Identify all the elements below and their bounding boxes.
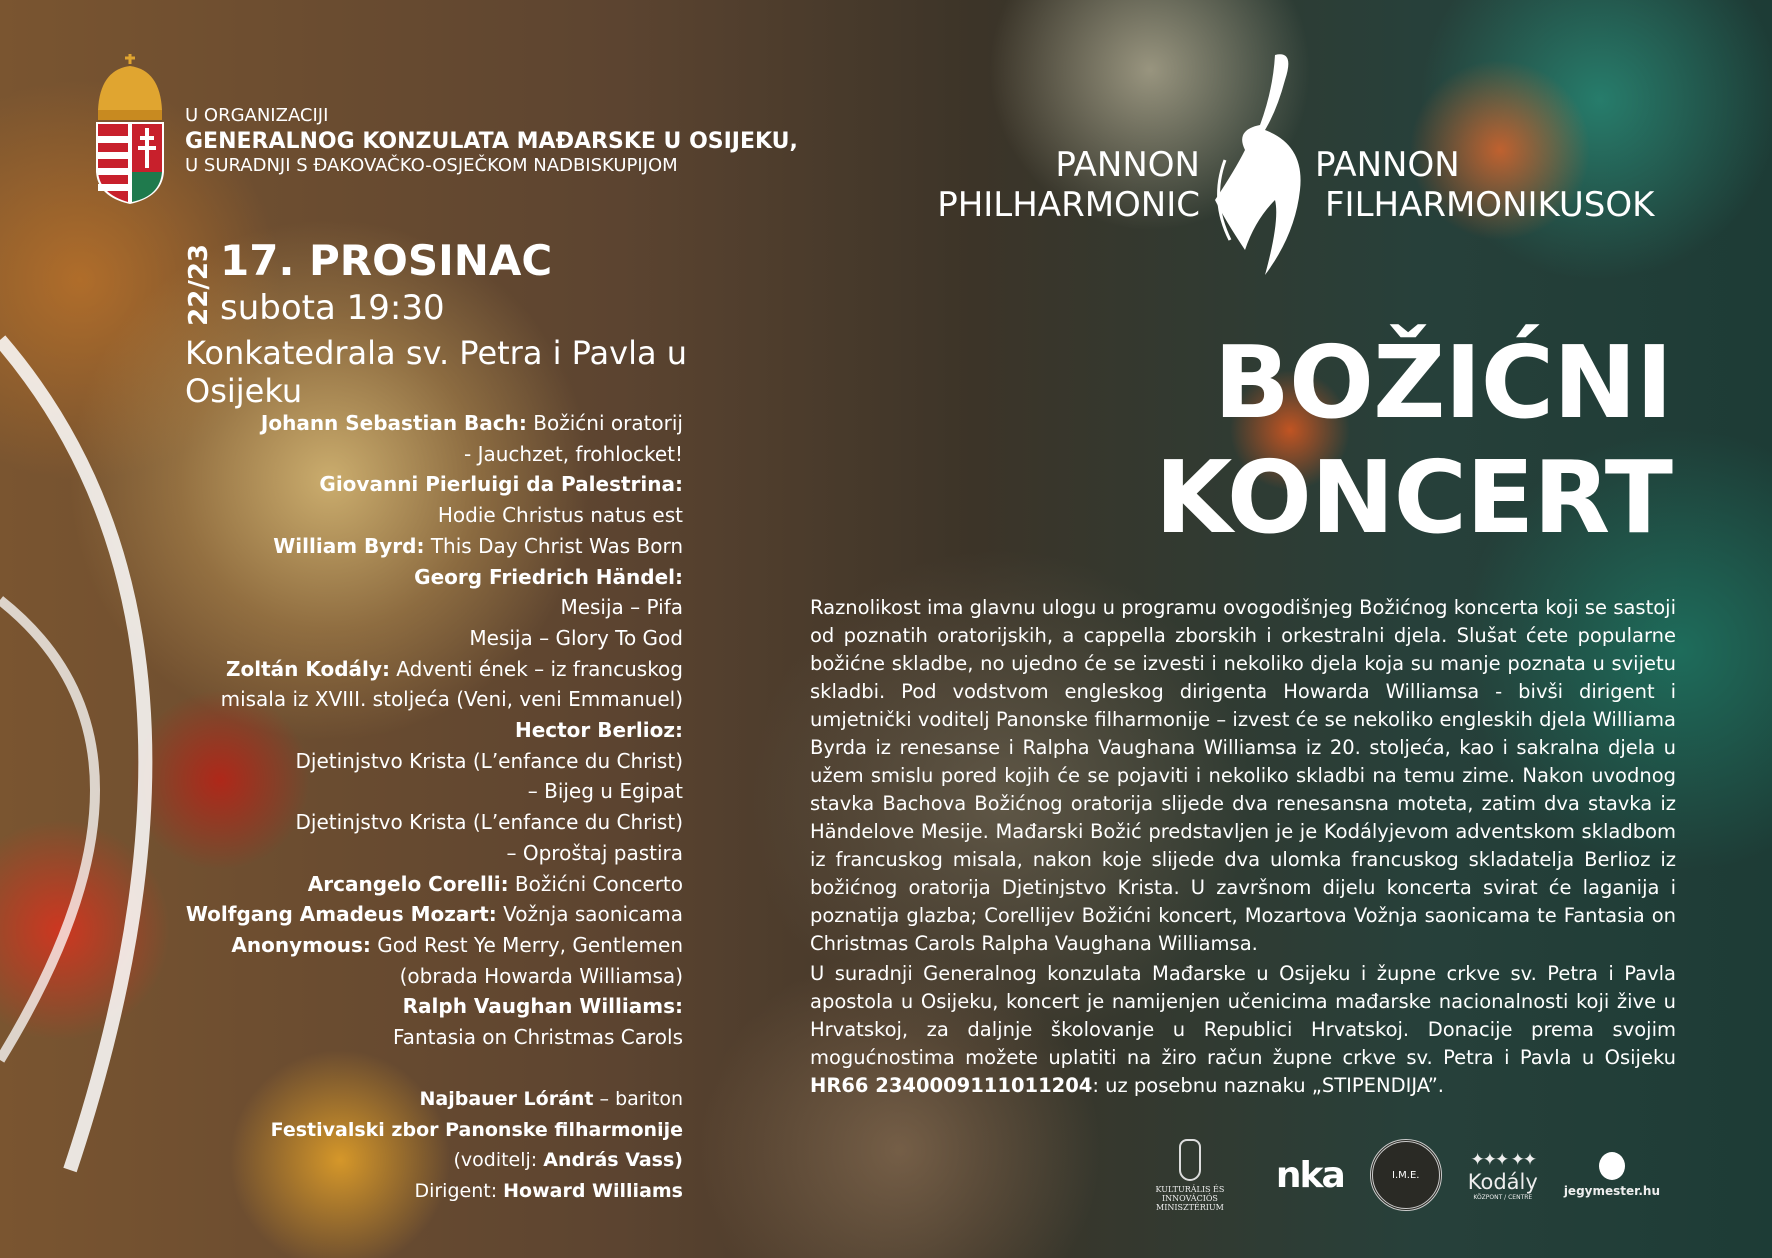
composer: Georg Friedrich Händel: [414,564,683,589]
logo-hu-line2: FILHARMONIKUSOK [1325,185,1655,225]
performer-text: Festivalski zbor Panonske filharmonije [270,1118,683,1141]
coat-of-arms-icon [1179,1139,1201,1181]
jegymester-name: jegymester.hu [1563,1184,1660,1198]
ministry-name2: MINISZTÉRIUM [1156,1202,1224,1212]
program-item [123,746,683,777]
program-item [123,531,683,562]
title-line2: KONCERT [1154,439,1672,556]
logo-en-line2: PHILHARMONIC [937,185,1200,225]
program-item [123,838,683,869]
performer-text: Howard Williams [503,1179,683,1202]
performer [123,1176,683,1207]
work: (obrada Howarda Williamsa) [399,963,683,988]
program-item [123,562,683,593]
work: misala iz XVIII. stoljeća (Veni, veni Emmanuel) [220,687,683,712]
program-item [123,1022,683,1053]
organizer-line2: GENERALNOG KONZULATA MAĐARSKE U OSIJEKU, [185,128,798,154]
work: – Oproštaj pastira [506,840,683,865]
program-item [123,592,683,623]
event-date: 17. PROSINAC [220,236,553,285]
face-icon [1599,1152,1625,1180]
program-item [123,439,683,470]
work: Hodie Christus natus est [437,503,683,528]
hungarian-coat-of-arms [92,52,168,208]
composer: Ralph Vaughan Williams: [402,994,683,1019]
donation-note: : uz posebnu naznaku „STIPENDIJA”. [1092,1074,1444,1097]
sponsor-logos [1130,1130,1660,1220]
composer: Hector Berlioz: [514,718,683,743]
event-time: subota 19:30 [220,288,445,328]
work: – Bijeg u Egipat [527,779,683,804]
work: - Jauchzet, frohlocket! [464,441,683,466]
program-item [123,715,683,746]
program-item [123,408,683,439]
donation-text: U suradnji Generalnog konzulata Mađarske u Osijeku i župne crkve sv. Petra i Pavla apostola u Osijeku, koncert je namijenjen učenicima mađarske nacionalnosti koji žive u Hrvatskoj, za daljnje školovanje u Republici Hrvatskoj. Donacije prema svojim mogućnostima možete uplatiti na žiro račun župne crkve sv. Petra i Pavla u Osijeku [810,962,1676,1069]
work: God Rest Ye Merry, Gentlemen [370,932,683,957]
description-paragraph: Raznolikost ima glavnu ulogu u programu ovogodišnjeg Božićnog koncerta koji se sastoji od poznatih oratorijskih, a cappella zborskih i orkestralni djela. Slušat ćete popularne božićne skladbe, no ujedno će se izvesti i nekoliko djela koja su manje poznata u svijetu skladbi. Pod vodstvom engleskog dirigenta Howarda Williamsa - bivši dirigent i umjetnički voditelj Panonske filharmonije – izvest će se nekoliko engleskih djela Williama Byrda iz renesanse i Ralpha Vaughana Williamsa iz 20. stoljeća, kao i sakralna djela u užem smislu pored kojih će se pojaviti i nekoliko skladbi na temu zime. Nakon uvodnog stavka Bachova Božićnog oratorija slijede dva renesansna moteta, zatim dva stavka iz Händelove Mesije. Mađarski Božić predstavljen je je Kodályjevom adventskom skladbom iz francuskog misala, nakon koje slijede dva ulomka francuskog skladatelja Berlioz iz božićnog oratorija Djetinjstvo Krista. U završnom dijelu koncerta svirat će laganija i poznatija glazba; Corellijev Božićni koncert, Mozartova Vožnja saonicama te Fantasia on Christmas Carols Ralpha Vaughana Williamsa. [810,596,1676,955]
program-item [123,469,683,500]
work: Adventi ének – iz francuskog [389,656,683,681]
concert-title [1100,325,1672,555]
program-item [123,930,683,961]
work: Božićni Concerto [508,871,683,896]
seal-logo: I.M.E. [1370,1139,1442,1211]
program-item [123,869,683,900]
program-item [123,623,683,654]
jegymester-logo [1564,1152,1660,1198]
composer: Giovanni Pierluigi da Palestrina: [319,472,683,497]
program-item [123,500,683,531]
composer: Anonymous: [231,932,371,957]
kodaly-name: Kodály [1467,1169,1538,1194]
composer: Johann Sebastian Bach: [260,411,527,435]
performer-text: Dirigent: [414,1179,504,1202]
work: Božićni oratorij [526,411,683,435]
stars-icon: ✦✦✦ ✦✦ [1470,1149,1536,1170]
logo-hu-line1: PANNON [1315,145,1460,185]
organizer-header [185,106,825,177]
work: Djetinjstvo Krista (L’enfance du Christ) [295,810,683,835]
performer-text: András Vass) [543,1149,683,1171]
decorative-arc [0,600,95,1060]
program-item [123,776,683,807]
logo-en-line1: PANNON [1055,145,1200,185]
performer-text: Najbauer Lóránt [419,1088,594,1110]
program-item [123,654,683,685]
title-line1: BOŽIĆNI [1213,324,1672,441]
kodaly-sub: KÖZPONT / CENTRE [1473,1193,1533,1201]
iban: HR66 2340009111011204 [810,1074,1093,1097]
composer: William Byrd: [273,533,425,558]
ministry-name1: KULTURÁLIS ÉS INNOVÁCIÓS [1155,1184,1225,1203]
performer [123,1084,683,1115]
performers-list [123,1084,683,1206]
work: Mesija – Glory To God [469,625,683,650]
work: Vožnja saonicama [496,902,683,927]
performer [123,1115,683,1146]
dancer-icon [1205,50,1315,280]
work: This Day Christ Was Born [424,533,683,558]
program-item [123,991,683,1022]
donation-paragraph [810,960,1676,1100]
program-item [123,961,683,992]
program-item [123,899,683,930]
program-item [123,684,683,715]
composer: Zoltán Kodály: [226,656,390,681]
season-label: 22/23 [184,244,214,326]
work: Fantasia on Christmas Carols [393,1025,683,1050]
nka-logo: nka [1275,1154,1344,1196]
pannon-philharmonic-logo [900,50,1680,280]
work: Mesija – Pifa [560,595,683,620]
event-venue: Konkatedrala sv. Petra i Pavla u Osijeku [185,334,688,410]
kodaly-logo [1468,1150,1538,1201]
organizer-line1: U ORGANIZACIJI [185,105,329,126]
composer: Wolfgang Amadeus Mozart: [185,902,497,927]
ministry-logo [1130,1139,1250,1212]
program-item [123,807,683,838]
program-list [123,408,683,1053]
organizer-line3: U SURADNJI S ĐAKOVAČKO-OSJEČKOM NADBISKUPIJOM [185,154,678,176]
performer [123,1145,683,1176]
performer-text: – bariton [593,1088,683,1110]
composer: Arcangelo Corelli: [307,871,509,896]
work: Djetinjstvo Krista (L’enfance du Christ) [295,748,683,773]
performer-text: (voditelj: [453,1149,544,1171]
